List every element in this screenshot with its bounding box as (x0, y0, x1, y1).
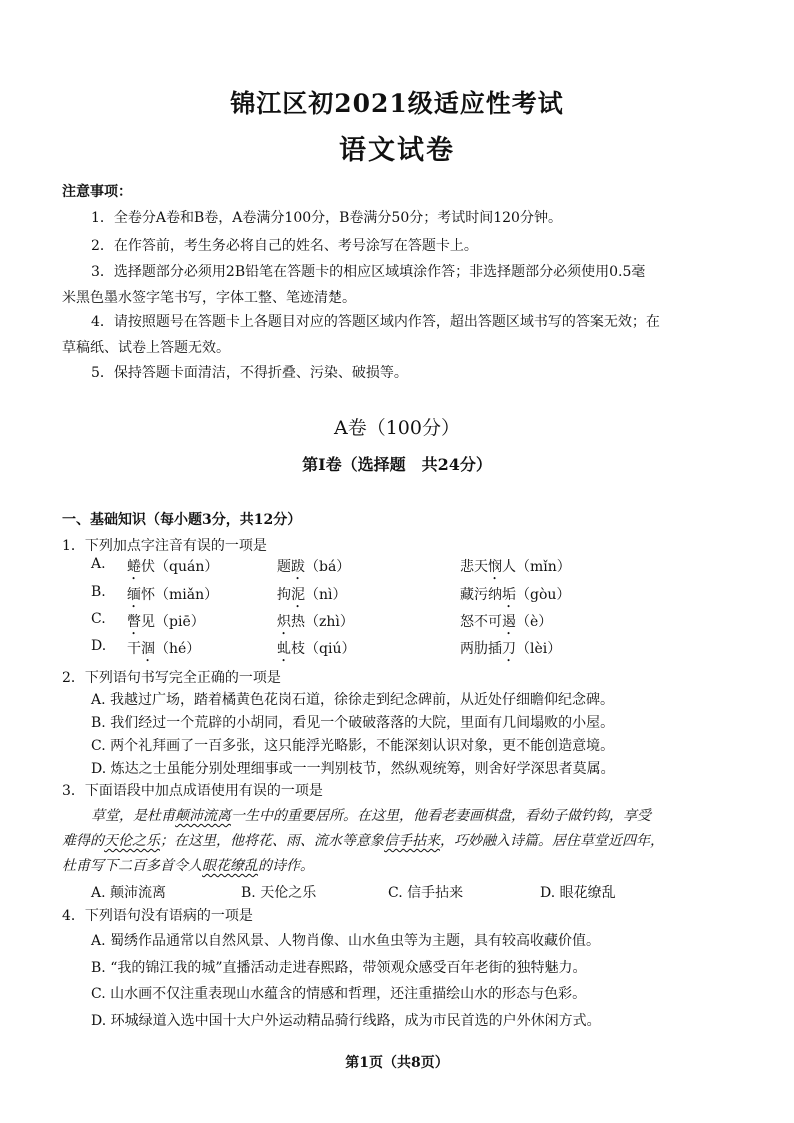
question-1-stem: 1．下列加点字注音有误的一项是 (62, 538, 267, 554)
question-3-option-a: A. 颠沛流离 (91, 885, 167, 901)
question-1-option-item: 蜷伏（quán） (127, 559, 219, 575)
question-3-option-c: C. 信手拈来 (388, 885, 464, 901)
notice-line: 1．全卷分A卷和B卷，A卷满分100分，B卷满分50分；考试时间120分钟。 (91, 210, 562, 226)
question-4-option-c: C. 山水画不仅注重表现山水蕴含的情感和哲理，还注重描绘山水的形态与色彩。 (91, 986, 587, 1002)
question-3-stem: 3．下面语段中加点成语使用有误的一项是 (62, 783, 323, 799)
question-1-option-item: 炽热（zhì） (277, 614, 354, 630)
dotted-character: 炽 (277, 614, 291, 630)
question-3-passage-line: 难得的天伦之乐；在这里，他将花、雨、流水等意象信手拈来，巧妙融入诗篇。居住草堂近四年， (62, 833, 664, 849)
question-1-option-item: 悲天悯人（mǐn） (460, 559, 571, 575)
question-3-option-b: B. 天伦之乐 (241, 885, 317, 901)
question-1-option-item: 虬枝（qiú） (277, 641, 356, 657)
notice-line: 3．选择题部分必须用2B铅笔在答题卡的相应区域填涂作答；非选择题部分必须使用0.5毫 (91, 264, 646, 280)
dotted-character: 刀 (502, 641, 516, 657)
question-4-stem: 4．下列语句没有语病的一项是 (62, 908, 253, 924)
notice-line: 草稿纸、试卷上答题无效。 (62, 340, 230, 356)
question-1-option-item: 拘泥（nì） (277, 587, 347, 603)
dotted-character: 瞥 (127, 614, 141, 630)
exam-subtitle: 语文试卷 (339, 135, 455, 166)
question-1-option-label: C. (91, 611, 106, 627)
question-1-option-label: A. (91, 556, 106, 572)
dotted-character: 跋 (291, 559, 305, 575)
notice-line: 米黑色墨水签字笔书写，字体工整、笔迹清楚。 (62, 290, 356, 306)
dotted-character: 蜷 (127, 559, 141, 575)
question-1-option-item: 两肋插刀（lèi） (460, 641, 562, 657)
dotted-character: 虬 (277, 641, 291, 657)
part-1-heading: 第Ⅰ卷（选择题 共24分） (302, 455, 492, 474)
question-3-option-d: D. 眼花缭乱 (540, 885, 616, 901)
question-1-option-item: 缅怀（miǎn） (127, 587, 219, 603)
notice-line: 2．在作答前，考生务必将自己的姓名、考号涂写在答题卡上。 (91, 238, 478, 254)
exam-title: 锦江区初2021级适应性考试 (230, 89, 564, 118)
question-2-stem: 2．下列语句书写完全正确的一项是 (62, 670, 281, 686)
question-1-option-item: 干涸（hé） (127, 641, 201, 657)
dotted-character: 遏 (502, 614, 516, 630)
question-4-option-b: B. “我的锦江我的城”直播活动走进春熙路，带领观众感受百年老街的独特魅力。 (91, 960, 587, 976)
dotted-character: 悯 (488, 559, 502, 575)
question-4-option-a: A. 蜀绣作品通常以自然风景、人物肖像、山水鱼虫等为主题，具有较高收藏价值。 (91, 933, 601, 949)
question-1-option-item: 瞥见（piē） (127, 614, 205, 630)
question-1-option-item: 怒不可遏（è） (460, 614, 553, 630)
question-2-option-b: B. 我们经过一个荒辟的小胡同，看见一个破破落落的大院，里面有几间塌败的小屋。 (91, 715, 615, 731)
page-footer: 第1页（共8页） (345, 1055, 449, 1071)
section-a-heading: A卷（100分） (334, 417, 460, 439)
question-2-option-c: C. 两个礼拜画了一百多张，这只能浮光略影，不能深刻认识对象，更不能创造意境。 (91, 738, 615, 754)
notice-line: 5．保持答题卡面清洁，不得折叠、污染、破损等。 (91, 365, 408, 381)
question-2-option-d: D. 炼达之士虽能分别处理细事或一一判别枝节，然纵观统筹，则舍好学深思者莫属。 (91, 761, 615, 777)
dotted-character: 涸 (141, 641, 155, 657)
question-3-passage-line: 草堂，是杜甫颠沛流离一生中的重要居所。在这里，他看老妻画棋盘，看幼子做钓钩，享受 (91, 808, 651, 824)
question-1-option-label: B. (91, 584, 106, 600)
notice-line: 4．请按照题号在答题卡上各题目对应的答题区域内作答，超出答题区域书写的答案无效；在 (91, 314, 660, 330)
question-1-option-item: 藏污纳垢（gòu） (460, 587, 571, 603)
question-2-option-a: A. 我越过广场，踏着橘黄色花岗石道，徐徐走到纪念碑前，从近处仔细瞻仰纪念碑。 (91, 692, 615, 708)
question-1-option-label: D. (91, 638, 107, 654)
question-4-option-d: D. 环城绿道入选中国十大户外运动精品骑行线路，成为市民首选的户外休闲方式。 (91, 1013, 601, 1029)
notice-heading: 注意事项： (62, 184, 132, 200)
dotted-character: 缅 (127, 587, 141, 603)
dotted-character: 泥 (291, 587, 305, 603)
question-3-passage-line: 杜甫写下二百多首令人眼花缭乱的诗作。 (62, 858, 314, 874)
section-1-heading: 一、基础知识（每小题3分，共12分） (62, 512, 302, 528)
dotted-character: 垢 (502, 587, 516, 603)
question-1-option-item: 题跋（bá） (277, 559, 351, 575)
